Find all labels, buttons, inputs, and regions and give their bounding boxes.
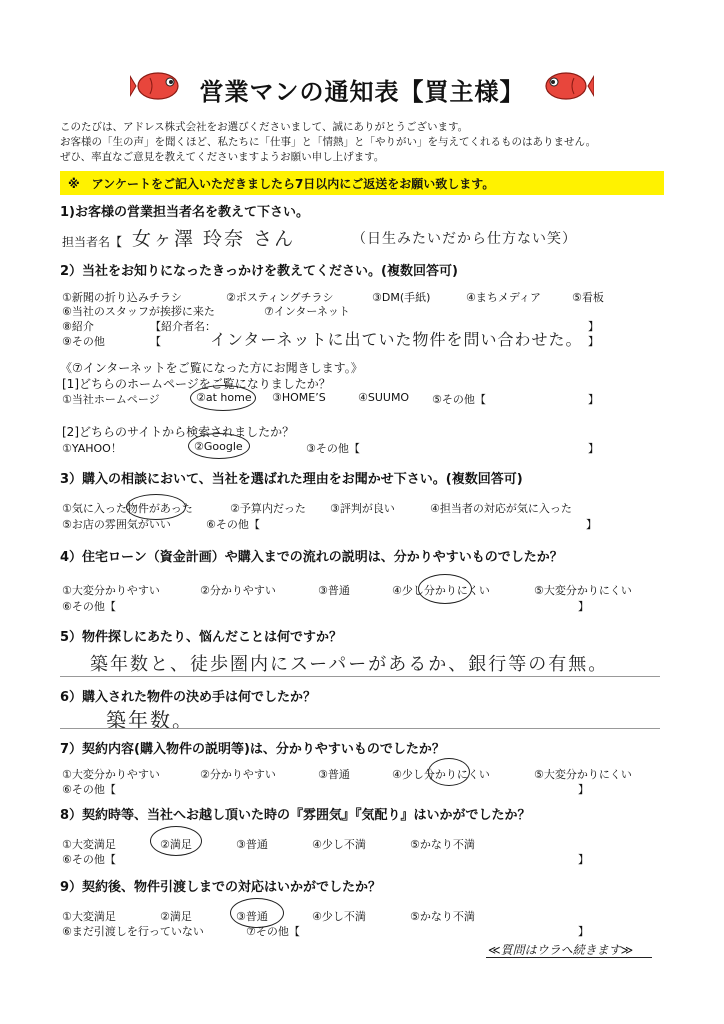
- q8-close: 】: [578, 853, 589, 866]
- q3-question: 3）購入の相談において、当社を選ばれた理由をお聞かせ下さい。(複数回答可): [60, 472, 523, 487]
- q7-opt-4: ④少し分かりにくい: [392, 768, 490, 781]
- q7sub-a-opt-5: ⑤その他【: [432, 393, 486, 406]
- q9-selected-circle: [230, 898, 284, 928]
- q8-question: 8）契約時等、当社へお越し頂いた時の『雰囲気』『気配り』はいかがでしたか？: [60, 808, 531, 823]
- q1-label: 担当者名【: [62, 235, 123, 249]
- q8-opt-3: ③普通: [236, 838, 268, 851]
- q3-close: 】: [586, 518, 597, 531]
- q9-opt-3: ③普通: [236, 910, 268, 923]
- q2-opt-8: ⑧紹介: [62, 320, 94, 333]
- q1-question: 1)お客様の営業担当者名を教えて下さい。: [60, 205, 309, 220]
- q2-referrer-close: 】: [588, 320, 599, 333]
- intro-line-2: お客様の「生の声」を聞くほど、私たちに「仕事」と「情熱」と「やりがい」を与えてくれるものはありません。: [60, 136, 597, 148]
- q7sub-b-opt-1: ①YAHOO！: [62, 442, 122, 455]
- q2-opt-3: ③DM(手紙): [372, 291, 431, 304]
- q7sub-a-opt-3: ③HOME’S: [272, 391, 326, 404]
- q9-opt-7: ⑦その他【: [246, 925, 300, 938]
- q8-opt-1: ①大変満足: [62, 838, 116, 851]
- q9-close: 】: [578, 925, 589, 938]
- q7-selected-circle: [428, 758, 470, 786]
- q2-opt-9: ⑨その他: [62, 335, 105, 348]
- q9-opt-5: ⑤かなり不満: [410, 910, 475, 923]
- q4-opt-2: ②分かりやすい: [200, 584, 276, 597]
- q2-other-open: 【: [150, 335, 161, 348]
- q4-opt-1: ①大変分かりやすい: [62, 584, 160, 597]
- q2-answer: インターネットに出ていた物件を問い合わせた。: [210, 330, 583, 349]
- q2-opt-4: ④まちメディア: [466, 291, 541, 304]
- q7sub-a-close: 】: [588, 393, 599, 406]
- right-fish-icon: [538, 66, 594, 106]
- q9-opt-2: ②満足: [160, 910, 192, 923]
- q5-question: 5）物件探しにあたり、悩んだことは何ですか？: [60, 630, 343, 645]
- q2-question: 2）当社をお知りになったきっかけを教えてください。(複数回答可): [60, 264, 458, 279]
- q6-question: 6）購入された物件の決め手は何でしたか？: [60, 690, 317, 705]
- q9-opt-1: ①大変満足: [62, 910, 116, 923]
- continued-underline: [486, 957, 652, 958]
- notice-text: ※ アンケートをご記入いただきましたら7日以内にご返送をお願い致します。: [68, 177, 495, 191]
- q5-answer: 築年数と、徒歩圏内にスーパーがあるか、銀行等の有無。: [90, 654, 609, 675]
- q7-opt-1: ①大変分かりやすい: [62, 768, 160, 781]
- q7sub-b-question: [2]どちらのサイトから検索されましたか？: [62, 425, 295, 439]
- q4-opt-4: ④少し分かりにくい: [392, 584, 490, 597]
- q8-opt-4: ④少し不満: [312, 838, 366, 851]
- q3-opt-1: ①気に入った物件があった: [62, 502, 193, 515]
- q7sub-a-question: [1]どちらのホームページをご覧になりましたか？: [62, 377, 331, 391]
- q8-selected-circle: [150, 826, 202, 856]
- q3-opt-4: ④担当者の対応が気に入った: [430, 502, 572, 515]
- q9-opt-4: ④少し不満: [312, 910, 366, 923]
- notice-banner: [60, 171, 664, 195]
- q7sub-a-selected-circle: [190, 385, 256, 411]
- q3-opt-6: ⑥その他【: [206, 518, 260, 531]
- q2-other-close: 】: [588, 335, 599, 348]
- q8-opt-6: ⑥その他【: [62, 853, 116, 866]
- q7sub-b-opt-3: ③その他【: [306, 442, 360, 455]
- q3-selected-circle: [126, 494, 186, 520]
- q8-opt-5: ⑤かなり不満: [410, 838, 475, 851]
- q8-opt-2: ②満足: [160, 838, 192, 851]
- q1-answer: 女ヶ澤 玲奈 さん: [132, 228, 296, 250]
- q7sub-header: 《⑦インターネットをご覧になった方にお聞きします。》: [60, 361, 363, 375]
- q7sub-a-opt-1: ①当社ホームページ: [62, 393, 160, 406]
- q7-question: 7）契約内容(購入物件の説明等)は、分かりやすいものでしたか？: [60, 742, 445, 757]
- q4-opt-5: ⑤大変分かりにくい: [534, 584, 632, 597]
- q4-close: 】: [578, 600, 589, 613]
- page-title: 営業マンの通知表【買主様】: [199, 78, 525, 106]
- q9-question: 9）契約後、物件引渡しまでの対応はいかがでしたか？: [60, 880, 382, 895]
- q1-note: （日生みたいだから仕方ない笑）: [352, 231, 577, 247]
- q7-opt-6: ⑥その他【: [62, 783, 116, 796]
- q2-opt-2: ②ポスティングチラシ: [226, 291, 334, 304]
- q7sub-b-selected-circle: [188, 433, 250, 459]
- intro-line-3: ぜひ、率直なご意見を教えてくださいますようお願い申し上げます。: [60, 151, 385, 163]
- continued-note: ≪質問はウラへ続きます≫: [488, 943, 634, 957]
- q5-answer-line: [60, 676, 660, 677]
- q7-close: 】: [578, 783, 589, 796]
- q3-opt-5: ⑤お店の雰囲気がいい: [62, 518, 171, 531]
- q7-opt-2: ②分かりやすい: [200, 768, 276, 781]
- q7sub-a-opt-4: ④SUUMO: [358, 391, 410, 404]
- q4-selected-circle: [418, 574, 472, 604]
- q6-answer-line: [60, 728, 660, 729]
- q6-answer: 築年数。: [106, 708, 194, 732]
- q4-opt-3: ③普通: [318, 584, 350, 597]
- q3-opt-2: ②予算内だった: [230, 502, 306, 515]
- q2-opt-1: ①新聞の折り込みチラシ: [62, 291, 182, 304]
- q2-opt-7: ⑦インターネット: [264, 305, 350, 318]
- q4-opt-6: ⑥その他【: [62, 600, 116, 613]
- q2-opt-5: ⑤看板: [572, 291, 604, 304]
- q4-question: 4）住宅ローン（資金計画）や購入までの流れの説明は、分かりやすいものでしたか？: [60, 550, 563, 565]
- q2-referrer-label: 【紹介者名：: [150, 320, 216, 333]
- q7-opt-5: ⑤大変分かりにくい: [534, 768, 632, 781]
- q7sub-a-opt-2: ②at home: [196, 391, 252, 404]
- q9-opt-6: ⑥まだ引渡しを行っていない: [62, 925, 204, 938]
- q3-opt-3: ③評判が良い: [330, 502, 395, 515]
- intro-line-1: このたびは、アドレス株式会社をお選びくださいまして、誠にありがとうございます。: [60, 121, 469, 133]
- q7sub-b-opt-2: ②Google: [194, 440, 243, 453]
- q7sub-b-close: 】: [588, 442, 599, 455]
- q7-opt-3: ③普通: [318, 768, 350, 781]
- q2-opt-6: ⑥当社のスタッフが挨拶に来た: [62, 305, 215, 318]
